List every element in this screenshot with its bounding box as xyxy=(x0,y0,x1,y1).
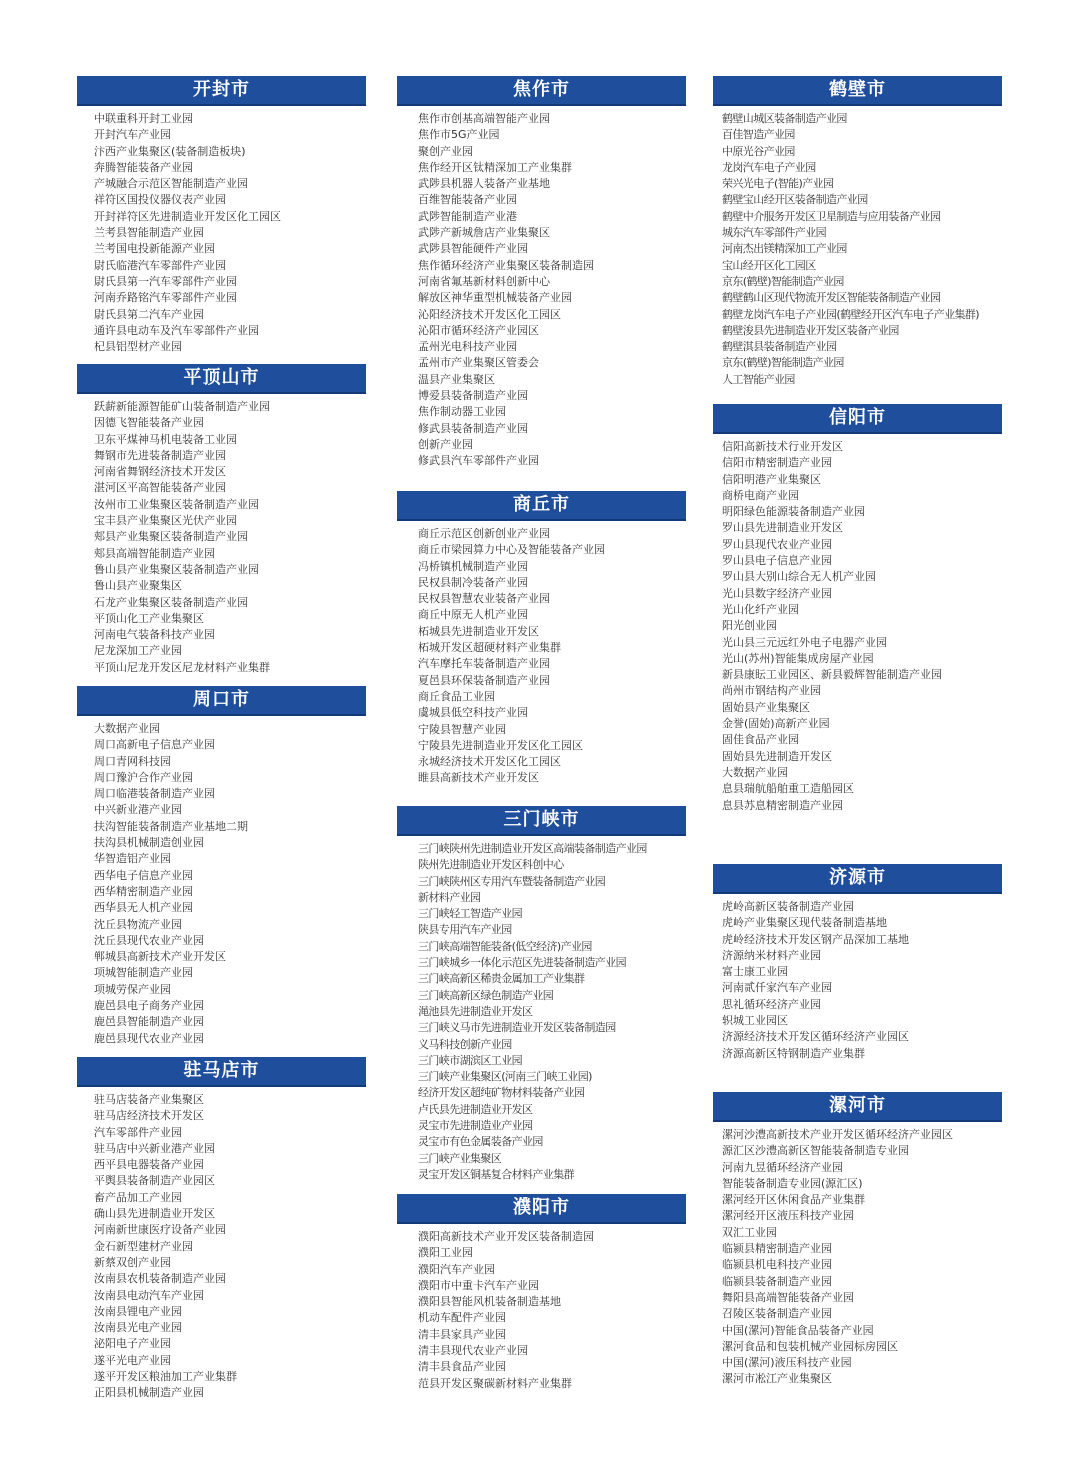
park-list xyxy=(397,1229,686,1392)
city-section xyxy=(713,1092,1002,1388)
park-list xyxy=(397,111,686,470)
park-list-item: 三门峡陕州区专用汽车暨装备制造产业园 xyxy=(418,874,606,888)
park-list-item: 夏邑县环保装备制造产业园 xyxy=(418,673,550,687)
city-header: 驻马店市 xyxy=(77,1057,366,1087)
park-list-item: 修武县装备制造产业园 xyxy=(418,421,528,435)
park-list-item: 宁陵县先进制造业开发区化工园区 xyxy=(418,738,583,752)
park-list-item: 焦作循环经济产业集聚区装备制造园 xyxy=(418,258,594,272)
park-list-item: 鹿邑县现代农业产业园 xyxy=(94,1031,204,1045)
park-list-item: 平舆县装备制造产业园区 xyxy=(94,1174,215,1188)
park-list-item: 西华精密制造产业园 xyxy=(94,884,193,898)
park-list-item: 永城经济技术开发区化工园区 xyxy=(418,755,561,769)
park-list-item: 卢氏县先进制造业开发区 xyxy=(418,1102,533,1116)
park-list-item: 三门峡高端智能装备(低空经济)产业园 xyxy=(418,939,592,953)
city-section xyxy=(397,491,686,787)
park-list-item: 鹤壁龙岗汽车电子产业园(鹤壁经开区汽车电子产业集群) xyxy=(722,307,979,321)
park-list-item: 商丘示范区创新创业产业园 xyxy=(418,527,550,540)
park-list-item: 睢县高新技术产业开发区 xyxy=(418,771,539,785)
park-list-item: 驻马店经济技术开发区 xyxy=(94,1109,204,1123)
park-list-item: 濮阳县智能风机装备制造基地 xyxy=(418,1295,561,1309)
city-section xyxy=(397,1194,686,1392)
park-list-item: 鲁山县产业集聚区装备制造产业园 xyxy=(94,562,259,576)
park-list-item: 焦作市5G产业园 xyxy=(418,128,500,142)
park-list-item: 商丘食品工业园 xyxy=(418,689,495,703)
park-list-item: 大数据产业园 xyxy=(722,765,788,779)
park-list-item: 焦作经开区钛精深加工产业集群 xyxy=(418,160,572,174)
park-list-item: 鹤壁浚县先进制造业开发区装备产业园 xyxy=(722,323,899,337)
park-list-item: 汽车摩托车装备制造产业园 xyxy=(418,657,550,671)
park-list-item: 聚创产业园 xyxy=(418,144,473,158)
park-list-item: 济源经济技术开发区循环经济产业园区 xyxy=(722,1030,909,1044)
park-list-item: 大数据产业园 xyxy=(94,722,160,735)
park-list-item: 郏县高端智能制造产业园 xyxy=(94,546,215,560)
park-list-item: 城东汽车零部件产业园 xyxy=(722,226,826,240)
park-list-item: 驻马店装备产业集聚区 xyxy=(94,1093,204,1106)
park-list-item: 光山县数字经济产业园 xyxy=(722,586,832,600)
park-list-item: 中国(漯河)液压科技产业园 xyxy=(722,1356,852,1370)
park-list-item: 河南九昱循环经济产业园 xyxy=(722,1160,843,1174)
park-list-item: 武陟县智能硬件产业园 xyxy=(418,242,528,256)
city-section xyxy=(713,864,1002,1062)
park-list-item: 鹤壁鹤山区现代物流开发区智能装备制造产业园 xyxy=(722,291,941,305)
park-list-item: 临颍县机电科技产业园 xyxy=(722,1258,832,1272)
park-list-item: 沁阳市循环经济产业园区 xyxy=(418,323,539,337)
park-list-item: 沁阳经济技术开发区化工园区 xyxy=(418,307,561,321)
park-list-item: 商丘中原无人机产业园 xyxy=(418,608,528,622)
park-list-item: 河南贰仟家汽车产业园 xyxy=(722,981,832,995)
park-list-item: 通许县电动车及汽车零部件产业园 xyxy=(94,323,259,337)
park-list-item: 民权县制冷装备产业园 xyxy=(418,575,528,589)
park-list-item: 陕县专用汽车产业园 xyxy=(418,923,512,937)
park-list-item: 郸城县高新技术产业开发区 xyxy=(94,950,226,964)
park-list-item: 焦作市创基高端智能产业园 xyxy=(418,112,550,125)
park-list-item: 孟州光电科技产业园 xyxy=(418,340,517,354)
park-list-item: 汽车零部件产业园 xyxy=(94,1125,182,1139)
park-list-item: 郏县产业集聚区装备制造产业园 xyxy=(94,530,248,544)
city-section xyxy=(77,1057,366,1402)
park-list-item: 西平县电器装备产业园 xyxy=(94,1158,204,1172)
park-list-item: 鹿邑县智能制造产业园 xyxy=(94,1015,204,1029)
park-list-item: 息县苏息精密制造产业园 xyxy=(722,798,843,812)
park-list-item: 义马科技创新产业园 xyxy=(418,1037,512,1051)
park-list-item: 光山化纤产业园 xyxy=(722,602,799,616)
park-list-item: 卫东平煤神马机电装备工业园 xyxy=(94,432,237,446)
park-list-item: 民权县智慧农业装备产业园 xyxy=(418,592,550,606)
park-list-item: 三门峡产业集聚区 xyxy=(418,1151,502,1165)
city-header: 开封市 xyxy=(77,76,366,106)
park-list-item: 阳光创业园 xyxy=(722,619,777,633)
park-list-item: 遂平开发区粮油加工产业集群 xyxy=(94,1370,237,1384)
park-list-item: 虎岭产业集聚区现代装备制造基地 xyxy=(722,916,887,930)
park-list-item: 灵宝市有色金属装备产业园 xyxy=(418,1135,543,1149)
park-list-item: 源汇区沙澧高新区智能装备制造专业园 xyxy=(722,1144,909,1158)
park-list-item: 明阳绿色能源装备制造产业园 xyxy=(722,505,865,519)
city-header: 商丘市 xyxy=(397,491,686,521)
park-list-item: 商桥电商产业园 xyxy=(722,488,799,502)
city-header: 信阳市 xyxy=(713,404,1002,434)
park-list-item: 濮阳汽车产业园 xyxy=(418,1262,495,1276)
park-list-item: 尉氏县第一汽车零部件产业园 xyxy=(94,274,237,288)
park-list-item: 沈丘县物流产业园 xyxy=(94,917,182,931)
park-list-item: 解放区神华重型机械装备产业园 xyxy=(418,291,572,305)
park-list-item: 扶沟县机械制造创业园 xyxy=(94,836,204,850)
park-list-item: 龙岗汽车电子产业园 xyxy=(722,160,816,174)
park-list-item: 鲁山县产业聚集区 xyxy=(94,579,182,593)
park-list-item: 汝南县锂电产业园 xyxy=(94,1304,182,1318)
park-list-item: 智能装备制造专业园(源汇区) xyxy=(722,1176,863,1190)
park-list-item: 中原光谷产业园 xyxy=(722,144,795,158)
park-list xyxy=(397,841,686,1183)
park-list-item: 河南省氟基新材料创新中心 xyxy=(418,274,550,288)
park-list-item: 舞钢市先进装备制造产业园 xyxy=(94,448,226,462)
city-section xyxy=(713,76,1002,388)
park-list-item: 石龙产业集聚区装备制造产业园 xyxy=(94,595,248,609)
park-list-item: 开封祥符区先进制造业开发区化工园区 xyxy=(94,209,281,223)
park-list xyxy=(713,1127,1002,1388)
park-list-item: 宁陵县智慧产业园 xyxy=(418,722,506,736)
park-list xyxy=(77,1092,366,1402)
city-header: 濮阳市 xyxy=(397,1194,686,1224)
park-list-item: 鹤壁淇县装备制造产业园 xyxy=(722,340,837,354)
park-list-item: 平顶山化工产业集聚区 xyxy=(94,611,204,625)
park-list-item: 京东(鹤壁)智能制造产业园 xyxy=(722,274,844,288)
park-list-item: 济源纳米材料产业园 xyxy=(722,948,821,962)
park-list-item: 周口青网科技园 xyxy=(94,754,171,768)
park-list-item: 西华电子信息产业园 xyxy=(94,868,193,882)
park-list-item: 富士康工业园 xyxy=(722,965,788,979)
park-list-item: 罗山县现代农业产业园 xyxy=(722,537,832,551)
park-list-item: 漯河食品和包装机械产业园标房园区 xyxy=(722,1339,898,1353)
park-list-item: 信阳市精密制造产业园 xyxy=(722,456,832,470)
park-list-item: 项城劳保产业园 xyxy=(94,982,171,996)
park-list xyxy=(397,526,686,787)
park-list-item: 虞城县低空科技产业园 xyxy=(418,706,528,720)
park-list-item: 确山县先进制造业开发区 xyxy=(94,1207,215,1221)
park-list-item: 汴西产业集聚区(装备制造板块) xyxy=(94,144,246,158)
park-list-item: 宝丰县产业集聚区光伏产业园 xyxy=(94,514,237,528)
park-list-item: 三门峡轻工智造产业园 xyxy=(418,907,522,921)
park-list-item: 因德飞智能装备产业园 xyxy=(94,416,204,430)
park-list-item: 清丰县食品产业园 xyxy=(418,1360,506,1374)
park-list xyxy=(713,899,1002,1062)
park-list-item: 中国(漯河)智能食品装备产业园 xyxy=(722,1323,874,1337)
city-header: 三门峡市 xyxy=(397,806,686,836)
park-list-item: 罗山县大别山综合无人机产业园 xyxy=(722,570,876,584)
park-list-item: 固佳食品产业园 xyxy=(722,733,799,747)
park-list-item: 正阳县机械制造产业园 xyxy=(94,1386,204,1400)
park-list-item: 漯河经开区液压科技产业园 xyxy=(722,1209,854,1223)
city-header: 济源市 xyxy=(713,864,1002,894)
park-list-item: 漯河沙澧高新技术产业开发区循环经济产业园区 xyxy=(722,1128,953,1141)
park-list-item: 陕州先进制造业开发区科创中心 xyxy=(418,858,564,872)
park-list-item: 双汇工业园 xyxy=(722,1225,777,1239)
park-list-item: 尼龙深加工产业园 xyxy=(94,644,182,658)
park-list-item: 博爱县装备制造产业园 xyxy=(418,389,528,403)
park-list-item: 三门峡高新区稀贵金属加工产业集群 xyxy=(418,972,585,986)
park-list-item: 焦作制动器工业园 xyxy=(418,405,506,419)
park-list xyxy=(713,111,1002,388)
park-list-item: 信阳高新技术行业开发区 xyxy=(722,440,843,453)
park-list-item: 开封汽车产业园 xyxy=(94,128,171,142)
city-header: 焦作市 xyxy=(397,76,686,106)
park-list-item: 汝州市工业集聚区装备制造产业园 xyxy=(94,497,259,511)
park-list-item: 湛河区平高智能装备产业园 xyxy=(94,481,226,495)
park-list-item: 新县康眃工业园区、新县毅辉智能制造产业园 xyxy=(722,668,942,682)
park-list-item: 河南电气装备科技产业园 xyxy=(94,628,215,642)
park-list-item: 汝南县农机装备制造产业园 xyxy=(94,1272,226,1286)
park-list-item: 三门峡市湖滨区工业园 xyxy=(418,1053,522,1067)
park-list-item: 临颍县精密制造产业园 xyxy=(722,1242,832,1256)
park-list-item: 光山(苏州)智能集成房屋产业园 xyxy=(722,651,874,665)
park-list-item: 舞阳县高端智能装备产业园 xyxy=(722,1290,854,1304)
park-list-item: 新蔡双创产业园 xyxy=(94,1255,171,1269)
park-list-item: 柘城县先进制造业开发区 xyxy=(418,624,539,638)
park-list-item: 尉氏临港汽车零部件产业园 xyxy=(94,258,226,272)
park-list-item: 轵城工业园区 xyxy=(722,1014,788,1028)
park-list-item: 固始县先进制造开发区 xyxy=(722,749,832,763)
park-list-item: 遂平光电产业园 xyxy=(94,1353,171,1367)
park-list-item: 兰考国电投新能源产业园 xyxy=(94,242,215,256)
park-list-item: 灵宝开发区铜基复合材料产业集群 xyxy=(418,1167,574,1181)
park-list-item: 武陟智能制造产业港 xyxy=(418,209,517,223)
city-header: 周口市 xyxy=(77,686,366,716)
park-list-item: 创新产业园 xyxy=(418,437,473,451)
park-list-item: 三门峡城乡一体化示范区先进装备制造产业园 xyxy=(418,956,626,970)
city-section xyxy=(77,686,366,1047)
park-list-item: 兰考县智能制造产业园 xyxy=(94,226,204,240)
park-list-item: 罗山县先进制造业开发区 xyxy=(722,521,843,535)
park-list-item: 汝南县光电产业园 xyxy=(94,1321,182,1335)
park-list-item: 产城融合示范区智能制造产业园 xyxy=(94,177,248,191)
park-list-item: 尉氏县第二汽车产业园 xyxy=(94,307,204,321)
park-list-item: 畜产品加工产业园 xyxy=(94,1190,182,1204)
park-list-item: 西华县无人机产业园 xyxy=(94,901,193,915)
park-list-item: 温县产业集聚区 xyxy=(418,372,495,386)
park-list-item: 修武县汽车零部件产业园 xyxy=(418,454,539,468)
park-list-item: 虎岭高新区装备制造产业园 xyxy=(722,900,854,913)
park-list-item: 荣兴光电子(智能)产业园 xyxy=(722,177,834,191)
park-list-item: 鹤壁山城区装备制造产业园 xyxy=(722,112,847,125)
park-list-item: 京东(鹤壁)智能制造产业园 xyxy=(722,356,844,370)
park-list-item: 经济开发区超纯矿物材料装备产业园 xyxy=(418,1086,585,1100)
park-list-item: 中联重科开封工业园 xyxy=(94,112,193,125)
park-list-item: 百维智能装备产业园 xyxy=(418,193,517,207)
park-list-item: 泌阳电子产业园 xyxy=(94,1337,171,1351)
city-section xyxy=(77,364,366,676)
park-list-item: 三门峡陕州先进制造业开发区高端装备制造产业园 xyxy=(418,842,647,855)
park-list-item: 清丰县家具产业园 xyxy=(418,1327,506,1341)
city-section xyxy=(77,76,366,355)
park-list-item: 罗山县电子信息产业园 xyxy=(722,554,832,568)
park-list-item: 孟州市产业集聚区管委会 xyxy=(418,356,539,370)
park-list xyxy=(77,399,366,676)
city-header: 鹤壁市 xyxy=(713,76,1002,106)
park-list-item: 跃薪新能源智能矿山装备制造产业园 xyxy=(94,400,270,413)
park-list-item: 杞县铝型材产业园 xyxy=(94,340,182,354)
park-list-item: 金誉(固始)高新产业园 xyxy=(722,717,830,731)
park-list-item: 虎岭经济技术开发区钢产品深加工基地 xyxy=(722,932,909,946)
park-list-item: 奔腾智能装备产业园 xyxy=(94,160,193,174)
park-list-item: 沈丘县现代农业产业园 xyxy=(94,933,204,947)
park-list-item: 人工智能产业园 xyxy=(722,372,795,386)
park-list-item: 灵宝市先进制造业产业园 xyxy=(418,1119,533,1133)
park-list-item: 新材料产业园 xyxy=(418,890,481,904)
park-list-item: 河南乔路铭汽车零部件产业园 xyxy=(94,291,237,305)
park-list-item: 中兴新业港产业园 xyxy=(94,803,182,817)
park-list xyxy=(77,721,366,1047)
park-list-item: 驻马店中兴新业港产业园 xyxy=(94,1141,215,1155)
park-list-item: 柘城开发区超硬材料产业集群 xyxy=(418,641,561,655)
park-list-item: 周口临港装备制造产业园 xyxy=(94,787,215,801)
park-list-item: 宝山经开区化工园区 xyxy=(722,258,816,272)
park-list-item: 机动车配件产业园 xyxy=(418,1311,506,1325)
park-list xyxy=(713,439,1002,814)
park-list-item: 百佳智造产业园 xyxy=(722,128,795,142)
park-list-item: 河南新世康医疗设备产业园 xyxy=(94,1223,226,1237)
park-list-item: 光山县三元远红外电子电器产业园 xyxy=(722,635,887,649)
city-section xyxy=(713,404,1002,814)
park-list-item: 渑池县先进制造业开发区 xyxy=(418,1004,533,1018)
park-list-item: 汝南县电动汽车产业园 xyxy=(94,1288,204,1302)
park-list-item: 濮阳市中重卡汽车产业园 xyxy=(418,1278,539,1292)
city-header: 平顶山市 xyxy=(77,364,366,394)
park-list-item: 武陟产新城詹店产业集聚区 xyxy=(418,226,550,240)
park-list-item: 临颍县装备制造产业园 xyxy=(722,1274,832,1288)
park-list-item: 三门峡高新区绿色制造产业园 xyxy=(418,988,554,1002)
park-list-item: 商丘市梁园算力中心及智能装备产业园 xyxy=(418,543,605,557)
park-list-item: 鹤壁中介服务开发区卫星制造与应用装备产业园 xyxy=(722,209,941,223)
park-list-item: 召陵区装备制造产业园 xyxy=(722,1307,832,1321)
park-list-item: 鹤壁宝山经开区装备制造产业园 xyxy=(722,193,868,207)
city-section xyxy=(397,76,686,470)
park-list-item: 思礼循环经济产业园 xyxy=(722,997,821,1011)
park-list-item: 项城智能制造产业园 xyxy=(94,966,193,980)
park-list-item: 金石新型建材产业园 xyxy=(94,1239,193,1253)
park-list-item: 冯桥镇机械制造产业园 xyxy=(418,559,528,573)
park-list-item: 平顶山尼龙开发区尼龙材料产业集群 xyxy=(94,660,270,674)
park-list-item: 三门峡义马市先进制造业开发区装备制造园 xyxy=(418,1021,616,1035)
park-list-item: 固始县产业集聚区 xyxy=(722,700,810,714)
park-list-item: 漯河经开区休闲食品产业集群 xyxy=(722,1193,865,1207)
city-header: 漯河市 xyxy=(713,1092,1002,1122)
park-list-item: 鹿邑县电子商务产业园 xyxy=(94,999,204,1013)
park-list-item: 周口高新电子信息产业园 xyxy=(94,738,215,752)
park-list-item: 信阳明港产业集聚区 xyxy=(722,472,821,486)
park-list-item: 武陟县机器人装备产业基地 xyxy=(418,177,550,191)
park-list-item: 周口豫沪合作产业园 xyxy=(94,770,193,784)
city-section xyxy=(397,806,686,1183)
park-list-item: 漯河市凇江产业集聚区 xyxy=(722,1372,832,1386)
park-list-item: 息县瑞航船舶重工造船园区 xyxy=(722,782,854,796)
park-list-item: 尚州市钢结构产业园 xyxy=(722,684,821,698)
park-list-item: 华智造铝产业园 xyxy=(94,852,171,866)
park-list-item: 濮阳高新技术产业开发区装备制造园 xyxy=(418,1230,594,1243)
park-list-item: 祥符区国投仪器仪表产业园 xyxy=(94,193,226,207)
park-list-item: 清丰县现代农业产业园 xyxy=(418,1344,528,1358)
park-list xyxy=(77,111,366,355)
park-list-item: 范县开发区聚碳新材料产业集群 xyxy=(418,1376,572,1390)
park-list-item: 济源高新区特钢制造产业集群 xyxy=(722,1046,865,1060)
park-list-item: 濮阳工业园 xyxy=(418,1246,473,1260)
park-list-item: 河南杰出镁精深加工产业园 xyxy=(722,242,847,256)
park-list-item: 扶沟智能装备制造产业基地二期 xyxy=(94,819,248,833)
park-list-item: 三门峡产业集聚区(河南三门峡工业园) xyxy=(418,1070,592,1084)
park-list-item: 河南省舞钢经济技术开发区 xyxy=(94,465,226,479)
